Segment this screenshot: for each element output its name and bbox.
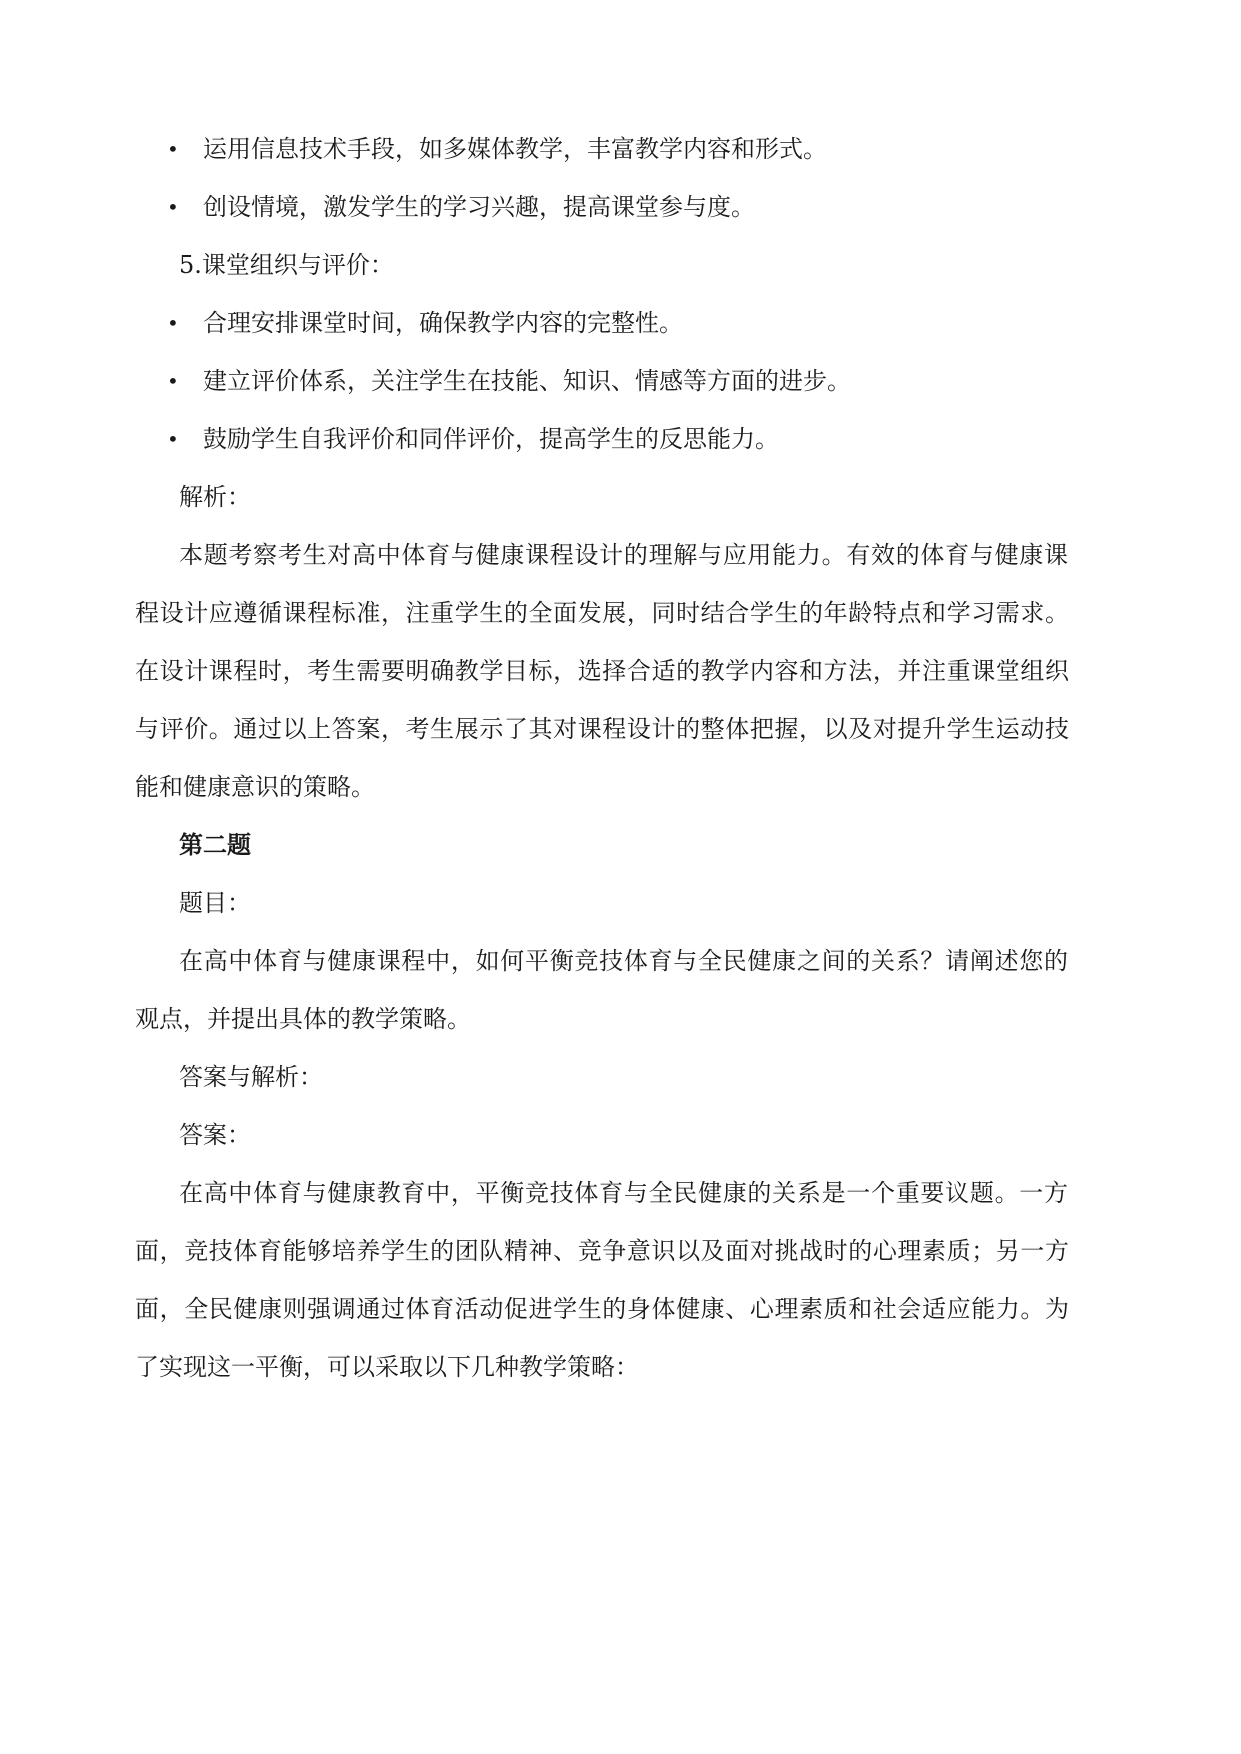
answer-line: 了实现这一平衡，可以采取以下几种教学策略： [135, 1353, 639, 1381]
answer-line: 在高中体育与健康教育中，平衡竞技体育与全民健康的关系是一个重要议题。一方 [179, 1179, 1068, 1207]
bullet-marker: • [167, 195, 179, 219]
bullet-marker: • [167, 369, 179, 393]
answer-analysis-label: 答案与解析： [179, 1063, 323, 1091]
question-label: 题目： [179, 889, 251, 917]
analysis-line: 能和健康意识的策略。 [135, 773, 375, 801]
bullet-item: 创设情境，激发学生的学习兴趣，提高课堂参与度。 [203, 193, 755, 221]
bullet-marker: • [167, 427, 179, 451]
question-heading: 第二题 [179, 830, 251, 859]
analysis-line: 本题考察考生对高中体育与健康课程设计的理解与应用能力。有效的体育与健康课 [179, 541, 1068, 569]
analysis-line: 程设计应遵循课程标准，注重学生的全面发展，同时结合学生的年龄特点和学习需求。 [135, 599, 1069, 627]
bullet-marker: • [167, 311, 179, 335]
question-line: 在高中体育与健康课程中，如何平衡竞技体育与全民健康之间的关系？请阐述您的 [179, 947, 1068, 975]
answer-label: 答案： [179, 1121, 251, 1149]
answer-line: 面，全民健康则强调通过体育活动促进学生的身体健康、心理素质和社会适应能力。为 [135, 1295, 1069, 1323]
analysis-line: 与评价。通过以上答案，考生展示了其对课程设计的整体把握，以及对提升学生运动技 [135, 715, 1069, 743]
answer-line: 面，竞技体育能够培养学生的团队精神、竞争意识以及面对挑战时的心理素质；另一方 [135, 1237, 1069, 1265]
analysis-label: 解析： [179, 483, 251, 511]
bullet-item: 合理安排课堂时间，确保教学内容的完整性。 [203, 309, 683, 337]
question-line: 观点，并提出具体的教学策略。 [135, 1005, 471, 1033]
bullet-item: 鼓励学生自我评价和同伴评价，提高学生的反思能力。 [203, 425, 779, 453]
analysis-line: 在设计课程时，考生需要明确教学目标，选择合适的教学内容和方法，并注重课堂组织 [135, 657, 1069, 685]
bullet-item: 运用信息技术手段，如多媒体教学，丰富教学内容和形式。 [203, 135, 827, 163]
bullet-marker: • [167, 137, 179, 161]
section-heading: 5.课堂组织与评价： [179, 251, 394, 279]
bullet-item: 建立评价体系，关注学生在技能、知识、情感等方面的进步。 [203, 367, 851, 395]
